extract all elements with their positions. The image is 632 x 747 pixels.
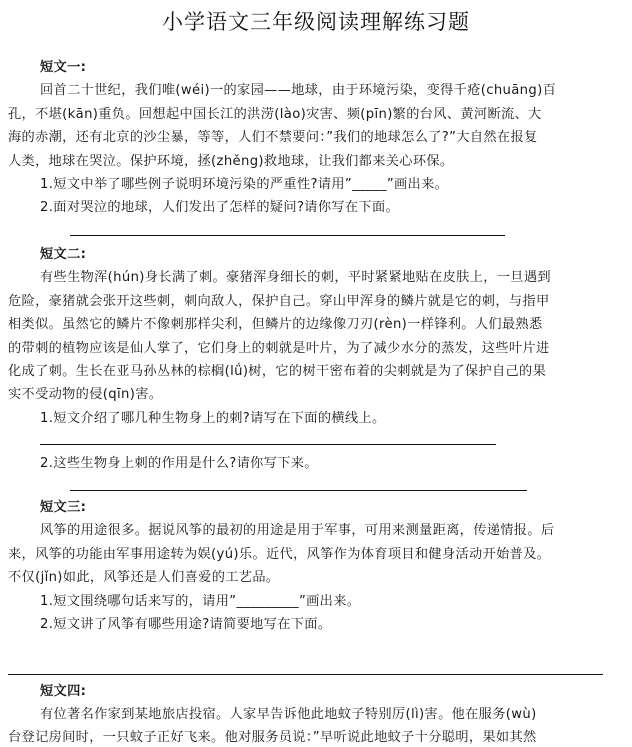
passage-3-heading: 短文三: <box>40 500 87 515</box>
answer-line[interactable] <box>70 235 505 236</box>
answer-line[interactable] <box>8 674 603 675</box>
passage-2-question-2: 2.这些生物身上刺的作用是什么?请你写下来。 <box>40 456 318 471</box>
passage-4-line: 台登记房间时，一只蚊子正好飞来。他对服务员说：”早听说此地蚊子十分聪明，果如其然 <box>8 730 537 745</box>
answer-line[interactable] <box>40 444 496 445</box>
passage-2-line: 化成了刺。生长在亚马孙丛林的棕榈(lǘ)树，它的树干密布着的尖刺就是为了保护自己的果 <box>8 364 547 379</box>
passage-2-heading: 短文二: <box>40 247 87 262</box>
passage-1-line: 海的赤潮，还有北京的沙尘暴，等等，人们不禁要问：”我们的地球怎么了?”大自然在报复 <box>8 130 538 145</box>
passage-1-question-1: 1.短文中举了哪些例子说明环境污染的严重性?请用”_____”画出来。 <box>40 177 449 192</box>
passage-4-line: 有位著名作家到某地旅店投宿。人家早告诉他此地蚊子特别厉(lì)害。他在服务(wù) <box>40 707 537 722</box>
passage-3-line: 风筝的用途很多。据说风筝的最初的用途是用于军事，可用来测量距离，传递情报。后 <box>40 523 555 538</box>
passage-1-line: 人类，地球在哭泣。保护环境，拯(zhěng)救地球，让我们都来关心环保。 <box>8 154 454 169</box>
passage-1-question-2: 2.面对哭泣的地球，人们发出了怎样的疑问?请你写在下面。 <box>40 200 400 215</box>
answer-line[interactable] <box>70 490 527 491</box>
passage-3-question-2: 2.短文讲了风筝有哪些用途?请简要地写在下面。 <box>40 617 332 632</box>
passage-2-line: 有些生物浑(hún)身长满了刺。豪猪浑身细长的刺，平时紧紧地贴在皮肤上，一旦遇到 <box>40 270 551 285</box>
passage-2-line: 相类似。虽然它的鳞片不像刺那样尖利，但鳞片的边缘像刀刃(rèn)一样锋利。人们最熟悉 <box>8 317 543 332</box>
passage-2-line: 危险，豪猪就会张开这些刺，刺向敌人，保护自己。穿山甲浑身的鳞片就是它的刺，与指甲 <box>8 294 550 309</box>
passage-1-line: 孔，不堪(kān)重负。回想起中国长江的洪涝(lào)灾害、频(pīn)繁的台风、黄河断流、大 <box>8 107 542 122</box>
passage-1-heading: 短文一: <box>40 60 87 75</box>
passage-2-question-1: 1.短文介绍了哪几种生物身上的刺?请写在下面的横线上。 <box>40 411 386 426</box>
passage-2-line: 的带刺的植物应该是仙人掌了，它们身上的刺就是叶片，为了减少水分的蒸发，这些叶片进 <box>8 341 550 356</box>
passage-2-line: 实不受动物的侵(qīn)害。 <box>8 387 163 402</box>
page-title: 小学语文三年级阅读理解练习题 <box>162 10 470 34</box>
passage-1-line: 回首二十世纪，我们唯(wéi)一的家园——地球，由于环境污染，变得千疮(chuāng)百 <box>40 83 557 98</box>
passage-3-question-1: 1.短文围绕哪句话来写的，请用”_________”画出来。 <box>40 594 361 609</box>
passage-3-line: 来，风筝的功能由军事用途转为娱(yú)乐。近代，风筝作为体育项目和健身活动开始普及。 <box>8 547 551 562</box>
passage-3-line: 不仅(jǐn)如此，风筝还是人们喜爱的工艺品。 <box>8 570 280 585</box>
passage-4-heading: 短文四: <box>40 684 87 699</box>
